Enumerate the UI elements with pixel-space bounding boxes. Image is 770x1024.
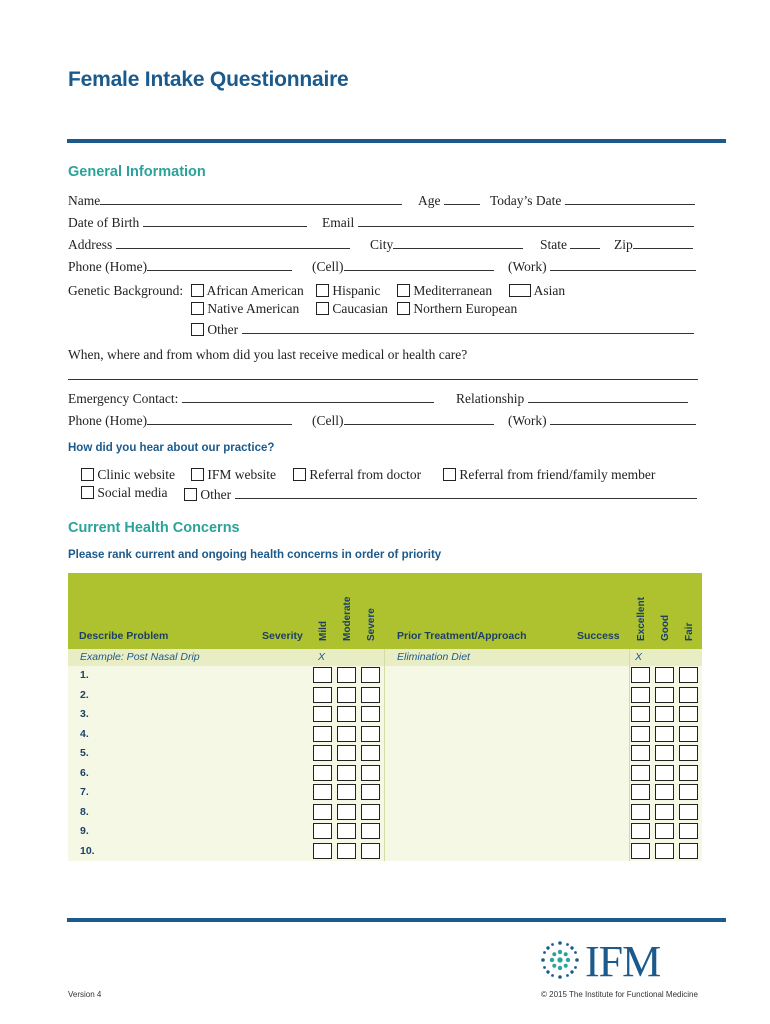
checkbox-referral-friend[interactable] xyxy=(443,468,456,481)
row-number: 9. xyxy=(80,825,89,837)
dob-field[interactable] xyxy=(143,213,307,227)
table-row xyxy=(68,705,702,725)
name-row xyxy=(68,191,402,209)
checkbox-other-source[interactable] xyxy=(184,488,197,501)
success-fair-checkbox[interactable] xyxy=(679,706,698,722)
checkbox-ifm-website[interactable] xyxy=(191,468,204,481)
relationship-label: Relationship xyxy=(456,391,525,406)
option-native-american: Native American xyxy=(207,301,300,316)
table-row xyxy=(68,803,702,823)
row-number: 3. xyxy=(80,708,89,720)
severity-severe-checkbox[interactable] xyxy=(361,706,380,722)
severity-mild-checkbox[interactable] xyxy=(313,784,332,800)
good-header: Good xyxy=(660,614,671,641)
success-fair-checkbox[interactable] xyxy=(679,823,698,839)
example-row xyxy=(68,649,702,666)
city-label: City xyxy=(370,237,394,252)
row-number: 7. xyxy=(80,786,89,798)
todays-date-label: Today’s Date xyxy=(490,193,562,208)
severity-severe-checkbox[interactable] xyxy=(361,745,380,761)
severity-moderate-checkbox[interactable] xyxy=(337,804,356,820)
severity-moderate-checkbox[interactable] xyxy=(337,765,356,781)
relationship-field[interactable] xyxy=(528,389,688,403)
emergency-contact-label: Emergency Contact: xyxy=(68,391,179,406)
other-genetic-field[interactable] xyxy=(242,320,694,334)
success-fair-checkbox[interactable] xyxy=(679,765,698,781)
option-ifm-website: IFM website xyxy=(207,467,276,482)
severity-severe-checkbox[interactable] xyxy=(361,726,380,742)
severity-severe-checkbox[interactable] xyxy=(361,804,380,820)
mild-header: Mild xyxy=(318,621,329,641)
success-good-checkbox[interactable] xyxy=(655,823,674,839)
severity-severe-checkbox[interactable] xyxy=(361,843,380,859)
table-row xyxy=(68,686,702,706)
dob-label: Date of Birth xyxy=(68,215,140,230)
hear-about-heading: How did you hear about our practice? xyxy=(68,442,275,454)
severity-mild-checkbox[interactable] xyxy=(313,667,332,683)
other-source-field[interactable] xyxy=(235,485,697,499)
severity-mild-checkbox[interactable] xyxy=(313,726,332,742)
age-field[interactable] xyxy=(444,191,480,205)
phone-cell-label: (Cell) xyxy=(312,259,344,274)
zip-field[interactable] xyxy=(633,235,693,249)
success-excellent-checkbox[interactable] xyxy=(631,726,650,742)
row-number: 1. xyxy=(80,669,89,681)
phone-home-field[interactable] xyxy=(147,257,292,271)
phone-work-field[interactable] xyxy=(550,257,696,271)
emergency-phone-home-label: Phone (Home) xyxy=(68,413,148,428)
zip-label: Zip xyxy=(614,237,633,252)
severity-mild-checkbox[interactable] xyxy=(313,687,332,703)
table-row xyxy=(68,783,702,803)
version-label: Version 4 xyxy=(68,990,102,999)
success-excellent-checkbox[interactable] xyxy=(631,765,650,781)
ifm-logo-icon xyxy=(538,938,582,982)
state-field[interactable] xyxy=(570,235,600,249)
row-number: 6. xyxy=(80,766,89,779)
checkbox-asian[interactable] xyxy=(509,284,531,297)
state-label: State xyxy=(540,237,567,252)
genetic-background-label: Genetic Background: xyxy=(68,283,184,298)
option-hispanic: Hispanic xyxy=(332,283,381,298)
row-number: 2. xyxy=(80,688,89,701)
email-label: Email xyxy=(322,215,355,230)
option-other: Other xyxy=(207,322,239,337)
page-title: Female Intake Questionnaire xyxy=(68,68,349,91)
emergency-phone-home-field[interactable] xyxy=(147,411,292,425)
table-row xyxy=(68,822,702,842)
severe-header: Severe xyxy=(366,608,377,641)
severity-moderate-checkbox[interactable] xyxy=(337,667,356,683)
option-caucasian: Caucasian xyxy=(332,301,388,316)
severity-moderate-checkbox[interactable] xyxy=(337,706,356,722)
row-number: 10. xyxy=(80,844,95,857)
option-referral-doctor: Referral from doctor xyxy=(309,467,422,482)
success-fair-checkbox[interactable] xyxy=(679,745,698,761)
severity-severe-checkbox[interactable] xyxy=(361,687,380,703)
severity-moderate-checkbox[interactable] xyxy=(337,784,356,800)
checkbox-caucasian[interactable] xyxy=(316,302,329,315)
severity-mild-checkbox[interactable] xyxy=(313,823,332,839)
last-care-question: When, where and from whom did you last receive medical or health care? xyxy=(68,347,468,362)
success-fair-checkbox[interactable] xyxy=(679,843,698,859)
success-good-checkbox[interactable] xyxy=(655,687,674,703)
success-fair-checkbox[interactable] xyxy=(679,726,698,742)
checkbox-african-american[interactable] xyxy=(191,284,204,297)
severity-severe-checkbox[interactable] xyxy=(361,823,380,839)
copyright-label: © 2015 The Institute for Functional Medicine xyxy=(541,990,698,999)
address-label: Address xyxy=(68,237,113,252)
current-health-concerns-heading: Current Health Concerns xyxy=(68,520,240,536)
age-label: Age xyxy=(418,193,441,208)
severity-mild-checkbox[interactable] xyxy=(313,745,332,761)
success-good-checkbox[interactable] xyxy=(655,843,674,859)
checkbox-native-american[interactable] xyxy=(191,302,204,315)
severity-moderate-checkbox[interactable] xyxy=(337,726,356,742)
city-field[interactable] xyxy=(393,235,523,249)
email-field[interactable] xyxy=(358,213,694,227)
row-number: 4. xyxy=(80,727,89,740)
success-good-checkbox[interactable] xyxy=(655,667,674,683)
success-excellent-checkbox[interactable] xyxy=(631,667,650,683)
success-good-checkbox[interactable] xyxy=(655,745,674,761)
success-excellent-checkbox[interactable] xyxy=(631,843,650,859)
ifm-logo-text: IFM xyxy=(585,937,661,986)
success-excellent-checkbox[interactable] xyxy=(631,823,650,839)
checkbox-referral-doctor[interactable] xyxy=(293,468,306,481)
phone-home-label: Phone (Home) xyxy=(68,259,148,274)
checkbox-hispanic[interactable] xyxy=(316,284,329,297)
table-row xyxy=(68,842,702,862)
success-excellent-checkbox[interactable] xyxy=(631,706,650,722)
success-good-checkbox[interactable] xyxy=(655,804,674,820)
severity-moderate-checkbox[interactable] xyxy=(337,823,356,839)
option-northern-european: Northern European xyxy=(413,301,518,316)
prior-divider xyxy=(629,649,630,861)
success-excellent-checkbox[interactable] xyxy=(631,804,650,820)
success-good-checkbox[interactable] xyxy=(655,706,674,722)
success-fair-checkbox[interactable] xyxy=(679,667,698,683)
top-divider xyxy=(67,139,726,143)
option-referral-friend: Referral from friend/family member xyxy=(459,467,656,482)
phone-cell-field[interactable] xyxy=(344,257,494,271)
severity-moderate-checkbox[interactable] xyxy=(337,745,356,761)
option-other-source: Other xyxy=(200,487,232,502)
table-row xyxy=(68,666,702,686)
last-care-answer-line[interactable] xyxy=(68,379,698,380)
table-row xyxy=(68,725,702,745)
emergency-contact-field[interactable] xyxy=(182,389,434,403)
severity-mild-checkbox[interactable] xyxy=(313,843,332,859)
excellent-header: Excellent xyxy=(636,597,647,641)
fair-header: Fair xyxy=(684,622,695,641)
success-excellent-checkbox[interactable] xyxy=(631,745,650,761)
emergency-phone-work-label: (Work) xyxy=(508,413,547,428)
example-treatment: Elimination Diet xyxy=(397,651,470,663)
address-field[interactable] xyxy=(116,235,350,249)
table-row xyxy=(68,764,702,784)
checkbox-social-media[interactable] xyxy=(81,486,94,499)
severity-mild-checkbox[interactable] xyxy=(313,706,332,722)
general-information-heading: General Information xyxy=(68,164,206,180)
success-good-checkbox[interactable] xyxy=(655,765,674,781)
success-good-checkbox[interactable] xyxy=(655,784,674,800)
success-fair-checkbox[interactable] xyxy=(679,784,698,800)
option-asian: Asian xyxy=(533,283,566,298)
success-good-checkbox[interactable] xyxy=(655,726,674,742)
bottom-divider xyxy=(67,918,726,922)
checkbox-northern-european[interactable] xyxy=(397,302,410,315)
moderate-header: Moderate xyxy=(342,596,353,641)
describe-problem-header: Describe Problem xyxy=(79,630,169,642)
checkbox-mediterranean[interactable] xyxy=(397,284,410,297)
severity-header: Severity xyxy=(262,630,303,642)
row-number: 8. xyxy=(80,805,89,818)
severity-mild-checkbox[interactable] xyxy=(313,804,332,820)
phone-work-label: (Work) xyxy=(508,259,547,274)
checkbox-other-genetic[interactable] xyxy=(191,323,204,336)
table-row xyxy=(68,744,702,764)
success-fair-checkbox[interactable] xyxy=(679,804,698,820)
sev-divider xyxy=(384,649,385,861)
success-excellent-checkbox[interactable] xyxy=(631,687,650,703)
success-fair-checkbox[interactable] xyxy=(679,687,698,703)
table-header xyxy=(68,573,702,649)
prior-treatment-header: Prior Treatment/Approach xyxy=(397,630,527,642)
checkbox-clinic-website[interactable] xyxy=(81,468,94,481)
severity-severe-checkbox[interactable] xyxy=(361,765,380,781)
severity-moderate-checkbox[interactable] xyxy=(337,687,356,703)
severity-mild-checkbox[interactable] xyxy=(313,765,332,781)
emergency-phone-work-field[interactable] xyxy=(550,411,696,425)
emergency-phone-cell-field[interactable] xyxy=(344,411,494,425)
success-excellent-checkbox[interactable] xyxy=(631,784,650,800)
severity-severe-checkbox[interactable] xyxy=(361,667,380,683)
severity-severe-checkbox[interactable] xyxy=(361,784,380,800)
name-field[interactable] xyxy=(100,191,402,205)
option-african-american: African American xyxy=(206,283,304,298)
name-label: Name xyxy=(68,193,101,208)
severity-moderate-checkbox[interactable] xyxy=(337,843,356,859)
health-concerns-table xyxy=(68,573,702,861)
option-mediterranean: Mediterranean xyxy=(413,283,493,298)
option-social-media: Social media xyxy=(97,485,168,500)
row-number: 5. xyxy=(80,747,89,759)
example-success-mark: X xyxy=(635,651,643,663)
rank-concerns-subheading: Please rank current and ongoing health concerns in order of priority xyxy=(68,549,442,561)
example-severity-mark: X xyxy=(318,651,326,663)
todays-date-field[interactable] xyxy=(565,191,695,205)
example-problem: Example: Post Nasal Drip xyxy=(80,651,200,663)
success-header: Success xyxy=(577,630,620,642)
option-clinic-website: Clinic website xyxy=(97,467,175,482)
emergency-phone-cell-label: (Cell) xyxy=(312,413,344,428)
